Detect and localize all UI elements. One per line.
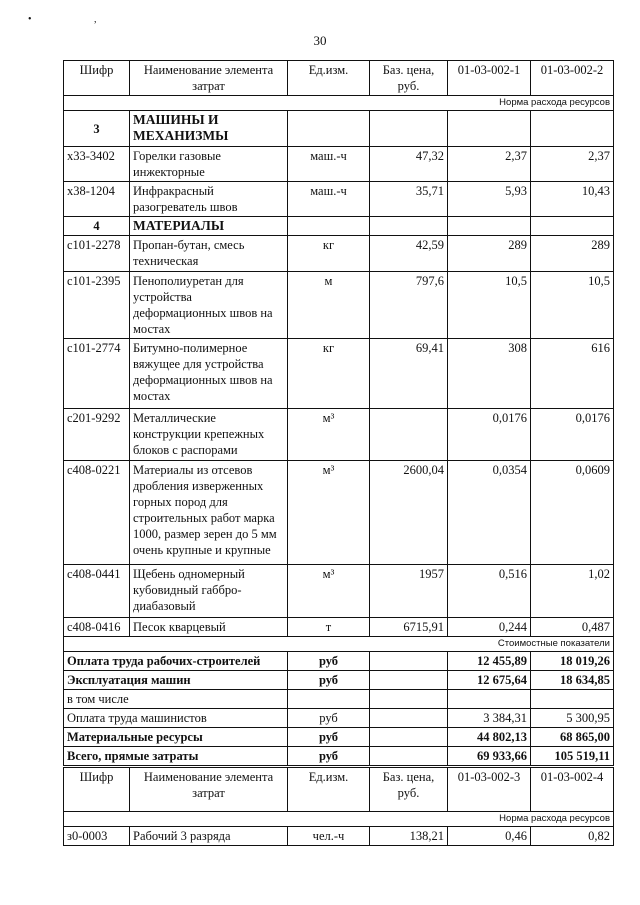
row-v2: 0,0609 — [531, 461, 614, 565]
row-name: Горелки газовые инжекторные — [130, 147, 288, 182]
header-name: Наименование элемента затрат — [130, 61, 288, 96]
summary-unit — [288, 690, 370, 709]
norm-label: Норма расхода ресурсов — [64, 812, 614, 827]
row-price: 69,41 — [370, 339, 448, 409]
row-code: с408-0416 — [64, 618, 130, 637]
summary-v1: 12 675,64 — [448, 671, 531, 690]
section-title: МАШИНЫ И МЕХАНИЗМЫ — [130, 111, 288, 147]
row-v1: 0,46 — [448, 827, 531, 846]
header-col2: 01-03-002-2 — [531, 61, 614, 96]
summary-v2 — [531, 690, 614, 709]
row-unit: кг — [288, 236, 370, 272]
summary-v2: 68 865,00 — [531, 728, 614, 747]
summary-unit: руб — [288, 728, 370, 747]
summary-row — [64, 671, 614, 690]
section-number: 3 — [64, 111, 130, 147]
row-v2: 289 — [531, 236, 614, 272]
row-name: Пропан-бутан, смесь техническая — [130, 236, 288, 272]
row-name: Инфракрасный разогреватель швов — [130, 182, 288, 217]
row-v2: 1,02 — [531, 565, 614, 618]
row-code: с101-2395 — [64, 272, 130, 339]
row-v1: 0,516 — [448, 565, 531, 618]
table-row — [64, 147, 614, 182]
cost-label: Стоимостные показатели — [64, 637, 614, 652]
header-unit: Ед.изм. — [288, 768, 370, 812]
summary-row — [64, 709, 614, 728]
page-number: 30 — [313, 33, 327, 48]
row-v1: 2,37 — [448, 147, 531, 182]
row-v2: 0,82 — [531, 827, 614, 846]
summary-label: Оплата труда машинистов — [64, 709, 288, 728]
table-row — [64, 461, 614, 565]
row-code: с408-0221 — [64, 461, 130, 565]
summary-row — [64, 728, 614, 747]
row-name: Битумно-полимерное вяжущее для устройства деформационных швов на мостах — [130, 339, 288, 409]
table-row — [64, 565, 614, 618]
row-code: х33-3402 — [64, 147, 130, 182]
row-v1: 10,5 — [448, 272, 531, 339]
row-unit: т — [288, 618, 370, 637]
header-unit: Ед.изм. — [288, 61, 370, 96]
row-v1: 0,0354 — [448, 461, 531, 565]
row-unit: чел.-ч — [288, 827, 370, 846]
summary-label: Оплата труда рабочих-строителей — [64, 652, 288, 671]
row-unit: м³ — [288, 461, 370, 565]
row-v1: 0,0176 — [448, 409, 531, 461]
row-code: с408-0441 — [64, 565, 130, 618]
row-price: 1957 — [370, 565, 448, 618]
section-title: МАТЕРИАЛЫ — [130, 217, 288, 236]
row-name: Материалы из отсевов дробления изверженных горных пород для строительных работ марка 1000, размер зерен до 5 мм очень крупные и крупные — [130, 461, 288, 565]
row-unit: м³ — [288, 565, 370, 618]
summary-v1: 69 933,66 — [448, 747, 531, 766]
header-price: Баз. цена, руб. — [370, 61, 448, 96]
row-unit: маш.-ч — [288, 182, 370, 217]
row-unit: маш.-ч — [288, 147, 370, 182]
summary-label: в том числе — [64, 690, 288, 709]
summary-v1 — [448, 690, 531, 709]
summary-v2: 18 634,85 — [531, 671, 614, 690]
row-name: Металлические конструкции крепежных блоков с распорами — [130, 409, 288, 461]
table-row — [64, 827, 614, 846]
table-row — [64, 618, 614, 637]
row-unit: м — [288, 272, 370, 339]
summary-unit: руб — [288, 671, 370, 690]
row-v1: 5,93 — [448, 182, 531, 217]
row-price: 47,32 — [370, 147, 448, 182]
summary-label: Всего, прямые затраты — [64, 747, 288, 766]
row-v1: 308 — [448, 339, 531, 409]
summary-unit: руб — [288, 747, 370, 766]
header-col4: 01-03-002-4 — [531, 768, 614, 812]
cost-table-1 — [63, 60, 614, 766]
row-unit: м³ — [288, 409, 370, 461]
row-v1: 289 — [448, 236, 531, 272]
row-unit: кг — [288, 339, 370, 409]
row-v2: 0,487 — [531, 618, 614, 637]
row-name: Рабочий 3 разряда — [130, 827, 288, 846]
row-v2: 616 — [531, 339, 614, 409]
table-row — [64, 182, 614, 217]
row-code: с201-9292 — [64, 409, 130, 461]
row-v2: 0,0176 — [531, 409, 614, 461]
summary-label: Материальные ресурсы — [64, 728, 288, 747]
summary-label: Эксплуатация машин — [64, 671, 288, 690]
table-row — [64, 409, 614, 461]
summary-row — [64, 690, 614, 709]
section-row — [64, 111, 614, 147]
cost-table-2 — [63, 767, 614, 846]
summary-unit: руб — [288, 709, 370, 728]
row-name: Щебень одномерный кубовидный габбро-диабазовый — [130, 565, 288, 618]
header-code: Шифр — [64, 61, 130, 96]
summary-v2: 105 519,11 — [531, 747, 614, 766]
norm-label: Норма расхода ресурсов — [64, 96, 614, 111]
section-row — [64, 217, 614, 236]
row-name: Пенополиуретан для устройства деформационных швов на мостах — [130, 272, 288, 339]
summary-v1: 44 802,13 — [448, 728, 531, 747]
row-v2: 10,5 — [531, 272, 614, 339]
table-row — [64, 339, 614, 409]
summary-v2: 18 019,26 — [531, 652, 614, 671]
summary-row — [64, 747, 614, 766]
row-name: Песок кварцевый — [130, 618, 288, 637]
row-price: 138,21 — [370, 827, 448, 846]
row-code: с101-2278 — [64, 236, 130, 272]
row-price — [370, 409, 448, 461]
row-v1: 0,244 — [448, 618, 531, 637]
row-v2: 10,43 — [531, 182, 614, 217]
summary-v2: 5 300,95 — [531, 709, 614, 728]
section-number: 4 — [64, 217, 130, 236]
row-price: 42,59 — [370, 236, 448, 272]
header-col3: 01-03-002-3 — [448, 768, 531, 812]
header-price: Баз. цена, руб. — [370, 768, 448, 812]
header-code: Шифр — [64, 768, 130, 812]
summary-unit: руб — [288, 652, 370, 671]
header-col1: 01-03-002-1 — [448, 61, 531, 96]
table-row — [64, 272, 614, 339]
row-v2: 2,37 — [531, 147, 614, 182]
summary-v1: 3 384,31 — [448, 709, 531, 728]
table-row — [64, 236, 614, 272]
header-name: Наименование элемента затрат — [130, 768, 288, 812]
row-price: 35,71 — [370, 182, 448, 217]
row-price: 6715,91 — [370, 618, 448, 637]
row-code: з0-0003 — [64, 827, 130, 846]
row-code: х38-1204 — [64, 182, 130, 217]
row-code: с101-2774 — [64, 339, 130, 409]
row-price: 2600,04 — [370, 461, 448, 565]
summary-row — [64, 652, 614, 671]
scan-marks: • , — [28, 14, 127, 25]
row-price: 797,6 — [370, 272, 448, 339]
summary-v1: 12 455,89 — [448, 652, 531, 671]
